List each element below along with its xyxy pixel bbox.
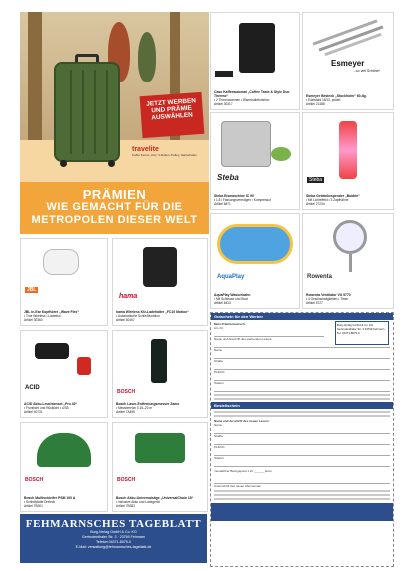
product-card-laser[interactable]: BOSCH Bosch Laser-Entfernungsmesser Zamo • Messbereich 0,15–20 m Artikel 7A495 <box>112 330 208 418</box>
front-light-image <box>35 343 69 359</box>
earbuds-case-image <box>43 249 79 275</box>
product-card-coffee[interactable]: Caso Kaffeeautomat „Coffee Taste & Style Duo Thermo“ • 2 Thermokannen • Warmhaltefunktion Artikel 30317 <box>210 12 300 110</box>
newspaper-footer: FEHMARNSCHES TAGEBLATT Burg-Verlag GmbH & Co. KG Gertrudenthaler Str. 3 · 23769 Fehmarn Telefon 04371-8075-0 E-Mail: verwaltung@fehmarnsches-tageblatt.de <box>20 514 207 563</box>
product-card-bikelight[interactable]: ACID ACID Akku-Leuchtenset „Pro 40“ • Frontlicht und Rücklicht • USB Artikel 40731 <box>20 330 108 418</box>
order-section-header: Bestellschein <box>211 402 393 409</box>
sander-image <box>37 433 91 467</box>
coupon-header: Gutschein für den Werber <box>211 313 393 320</box>
suitcase-wheel <box>60 160 67 167</box>
acid-logo: ACID <box>25 385 40 391</box>
new-reader-name-field[interactable] <box>214 427 390 434</box>
bosch-logo: BOSCH <box>117 389 136 395</box>
icecream-machine-image <box>221 121 271 167</box>
prize-field[interactable] <box>214 330 324 337</box>
referrer-street-field[interactable] <box>214 363 390 370</box>
laser-meter-image <box>151 339 167 383</box>
bosch-logo: BOSCH <box>25 477 44 483</box>
publisher-box: Burg-Verlag GmbH & Co. KG Gertrudenthaler Str. 3 23769 Fehmarn Tel. 04371-8075-0 <box>335 321 389 345</box>
steba-logo: Steba <box>217 173 239 182</box>
product-card-sander[interactable]: BOSCH Bosch Multischleifer PSM 100 A • Schleifplatte Dreieck Artikel 7B301 <box>20 422 108 512</box>
hero-headline: PRÄMIEN WIE GEMACHT FÜR DIE METROPOLEN DIESER WELT <box>31 187 198 226</box>
product-card-charger[interactable]: hama hama Wireless Kfz-Ladehalter „FC10 Motion“ • Automatische Schließfunktion Artikel 40457 <box>112 238 208 326</box>
steba-logo: Steba <box>309 177 323 183</box>
new-reader-street-field[interactable] <box>214 438 390 445</box>
coupon-footer-stripe <box>211 503 393 521</box>
coffee-machine-image <box>239 23 275 73</box>
esmeyer-logo: Esmeyer <box>331 59 365 68</box>
product-card-headphones[interactable]: JBL JBL In-Ear Kopfhörer „Wave Flex“ • True Wireless • Ladeetui Artikel 30360 <box>20 238 108 326</box>
product-card-icecream[interactable]: Steba Steba Eismaschine IC 90 • 1,5 l Fassungsvermögen • Kompressor Artikel 6871 <box>210 112 300 210</box>
tree-trunk <box>28 12 42 140</box>
jbl-logo: JBL <box>27 287 37 293</box>
hama-logo: hama <box>119 293 138 300</box>
signature-field[interactable] <box>214 477 390 484</box>
referrer-city-field[interactable] <box>214 374 390 381</box>
bosch-logo: BOSCH <box>117 477 136 483</box>
promo-badge: JETZT WERBEN UND PRÄMIE AUSWÄHLEN <box>140 92 205 138</box>
new-reader-city-field[interactable] <box>214 449 390 456</box>
travelite-logo: travelite Koffer Ferrus „City“ 4-Rollen-Trolley, Hartschalen <box>132 146 197 157</box>
referrer-phone-field[interactable] <box>214 385 390 392</box>
hero-banner <box>20 12 209 234</box>
product-card-fan[interactable]: Rowenta Rowenta Ventilator VU 5770 • 4 Geschwindigkeiten • Timer Artikel 6727 <box>302 213 394 309</box>
aquaplay-logo: AquaPlay <box>217 274 245 280</box>
rear-light-image <box>77 357 91 375</box>
chainsaw-image <box>135 433 185 463</box>
product-card-saw[interactable]: BOSCH Bosch Akku-Universalsäge „UniversalChain 18“ • Inklusive Akku und Ladegerät Artikel 7B383 <box>112 422 208 512</box>
product-card-aquaplay[interactable]: AquaPlay AquaPlay Wasserbahn • Mit Schleuse und Boot Artikel 8413 <box>210 213 300 309</box>
suitcase-image <box>54 62 120 162</box>
newspaper-title: FEHMARNSCHES TAGEBLATT <box>25 518 202 530</box>
traveler-figure <box>138 32 156 82</box>
referrer-name-field[interactable] <box>214 352 390 359</box>
product-card-cutlery[interactable]: Esmeyer ...so viel Schöne! Esmeyer Besteck „Stockholm“ 60-tlg. • Edelstahl 18/10, poliert Artikel 21488 <box>302 12 394 110</box>
fan-image <box>333 220 367 254</box>
waterway-image <box>217 224 293 264</box>
order-coupon[interactable]: Gutschein für den Werber Burg-Verlag GmbH & Co. KG Gertrudenthaler Str. 3 23769 Fehmarn Tel. 04371-8075-0 Mein Prämienwunsch: Art.-Nr. Name und Anschrift des werbenden Lesers: Name Straße PLZ/Ort Telefon Bestellschein Name und Anschrift des neuen Lesers: Name Straße PLZ/Ort Telefon monatlicher Bezugspreis z.Zt. ______ Euro Unterschrift des neuen Abonnenten <box>210 312 394 567</box>
caso-logo <box>215 71 233 77</box>
rowenta-logo: Rowenta <box>307 274 333 280</box>
product-card-bubble[interactable]: Steba Steba Getränkespender „Bubble“ • Mit Lichteffekt • 3 Zapfhähne Artikel 27234 <box>302 112 394 210</box>
drink-dispenser-image <box>339 121 357 179</box>
cutlery-image <box>311 23 381 53</box>
new-reader-phone-field[interactable] <box>214 460 390 467</box>
icecream-bowl-image <box>271 147 291 161</box>
suitcase-wheel <box>108 160 115 167</box>
car-charger-image <box>143 247 177 287</box>
